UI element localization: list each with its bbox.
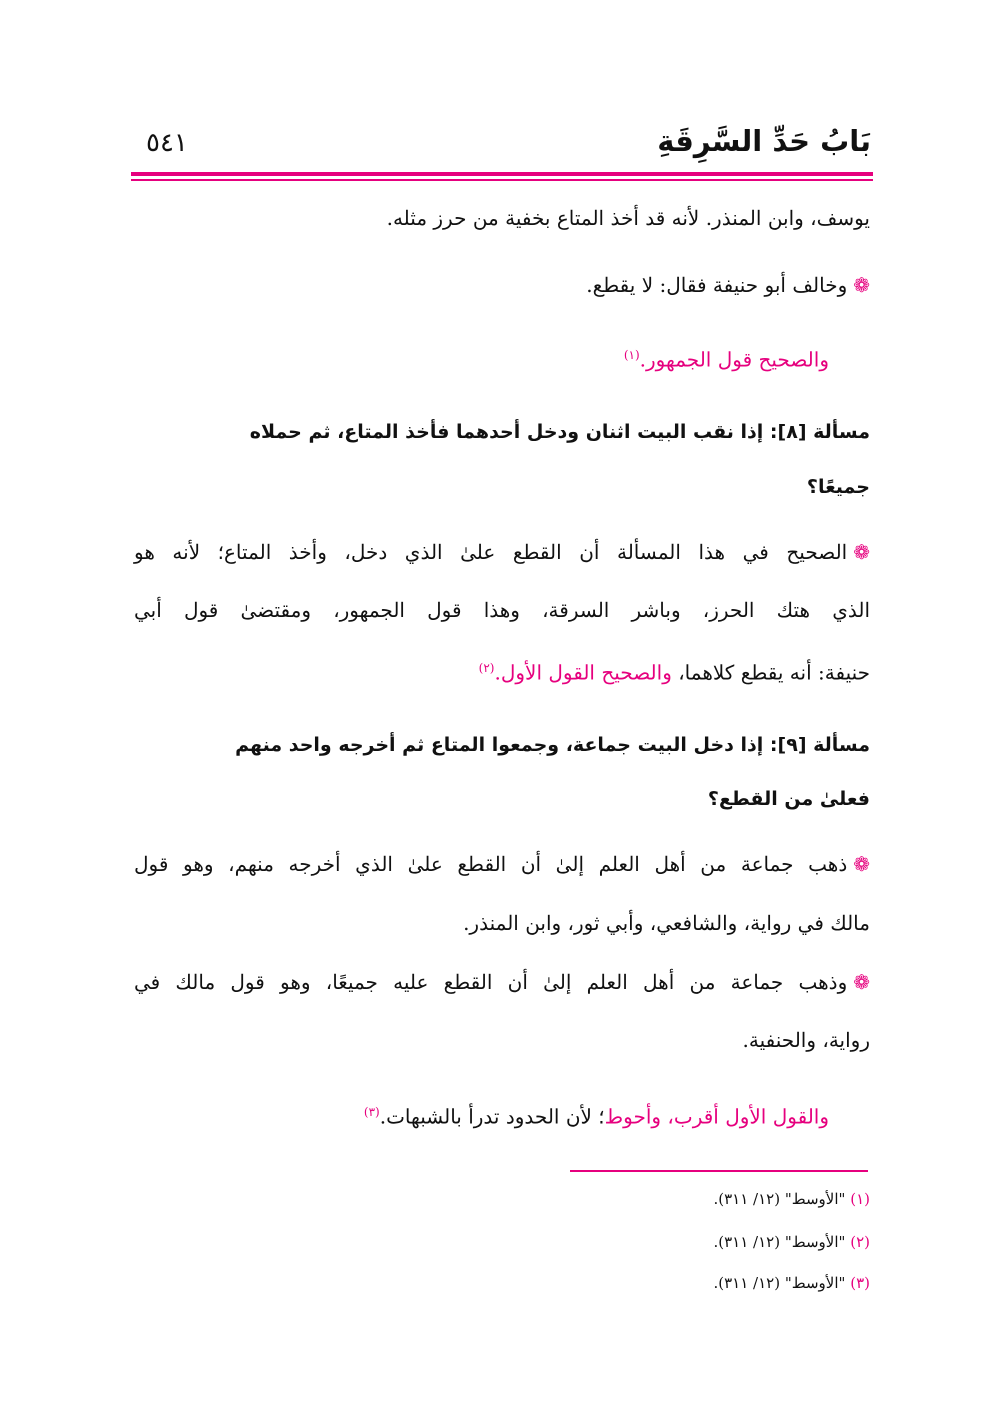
footnote-text: "الأوسط" (١٢/ ٣١١).	[713, 1233, 846, 1251]
paragraph-text: الصحيح في هذا المسألة أن القطع علىٰ الذي دخل، وأخذ المتاع؛ لأنه هو	[134, 540, 848, 564]
question-text: إذا دخل البيت جماعة، وجمعوا المتاع ثم أخرجه واحد منهم	[235, 734, 764, 756]
paragraph-text: ذهب جماعة من أهل العلم إلىٰ أن القطع علىٰ الذي أخرجه منهم، وهو قول	[134, 852, 848, 876]
flower-ornament-icon: ❁	[853, 970, 870, 994]
footnote-number: (١)	[850, 1190, 870, 1208]
conclusion-line	[364, 1097, 829, 1132]
conclusion-text: والصحيح قول الجمهور.	[639, 347, 829, 372]
paragraph-line: الذي هتك الحرز، وباشر السرقة، وهذا قول الجمهور، ومقتضىٰ قول أبي	[134, 598, 870, 622]
page-number: ٥٤١	[146, 128, 188, 158]
footnote-ref: (١)	[623, 348, 640, 362]
paragraph-text: حنيفة: أنه يقطع كلاهما،	[678, 660, 870, 685]
conclusion-line	[624, 340, 829, 375]
flower-ornament-icon: ❁	[853, 540, 870, 564]
footnote-number: (٣)	[850, 1274, 870, 1292]
footnote-rule	[570, 1170, 868, 1172]
question-label: مسألة [٨]:	[769, 421, 870, 443]
paragraph-line	[586, 270, 870, 300]
question-heading-cont: جميعًا؟	[806, 476, 870, 498]
question-text: إذا نقب البيت اثنان ودخل أحدهما فأخذ المتاع، ثم حملاه	[249, 421, 764, 443]
paragraph-line	[479, 653, 870, 688]
header-rule	[131, 172, 873, 176]
header-rule-thin	[131, 179, 873, 181]
paragraph-text: ؛ لأن الحدود تدرأ بالشبهات.	[379, 1104, 605, 1129]
paragraph-line	[134, 849, 870, 879]
footnote-ref: (٢)	[478, 661, 495, 675]
flower-ornament-icon: ❁	[853, 273, 870, 297]
footnote-text: "الأوسط" (١٢/ ٣١١).	[713, 1190, 846, 1208]
flower-ornament-icon: ❁	[853, 852, 870, 876]
footnote	[713, 1231, 870, 1253]
question-label: مسألة [٩]:	[769, 734, 870, 756]
conclusion-text: والقول الأول أقرب، وأحوط	[604, 1104, 829, 1129]
question-heading	[134, 417, 870, 447]
footnote-text: "الأوسط" (١٢/ ٣١١).	[713, 1274, 846, 1292]
question-heading	[134, 730, 870, 760]
conclusion-text: والصحيح القول الأول.	[494, 660, 672, 685]
paragraph-line: مالك في رواية، والشافعي، وأبي ثور، وابن المنذر.	[463, 911, 870, 935]
paragraph-line	[134, 537, 870, 567]
paragraph-text: وذهب جماعة من أهل العلم إلىٰ أن القطع عليه جميعًا، وهو قول مالك في	[134, 970, 848, 994]
question-heading-cont: فعلىٰ من القطع؟	[707, 788, 870, 810]
paragraph-line: يوسف، وابن المنذر. لأنه قد أخذ المتاع بخفية من حرز مثله.	[386, 206, 870, 230]
footnote	[713, 1188, 870, 1210]
paragraph-text: وخالف أبو حنيفة فقال: لا يقطع.	[586, 273, 848, 297]
footnote-number: (٢)	[850, 1233, 870, 1251]
chapter-title: بَابُ حَدِّ السَّرِقَةِ	[657, 124, 871, 158]
paragraph-line	[134, 967, 870, 997]
footnote-ref: (٣)	[363, 1105, 380, 1119]
paragraph-line: رواية، والحنفية.	[742, 1028, 870, 1052]
footnote	[713, 1272, 870, 1294]
